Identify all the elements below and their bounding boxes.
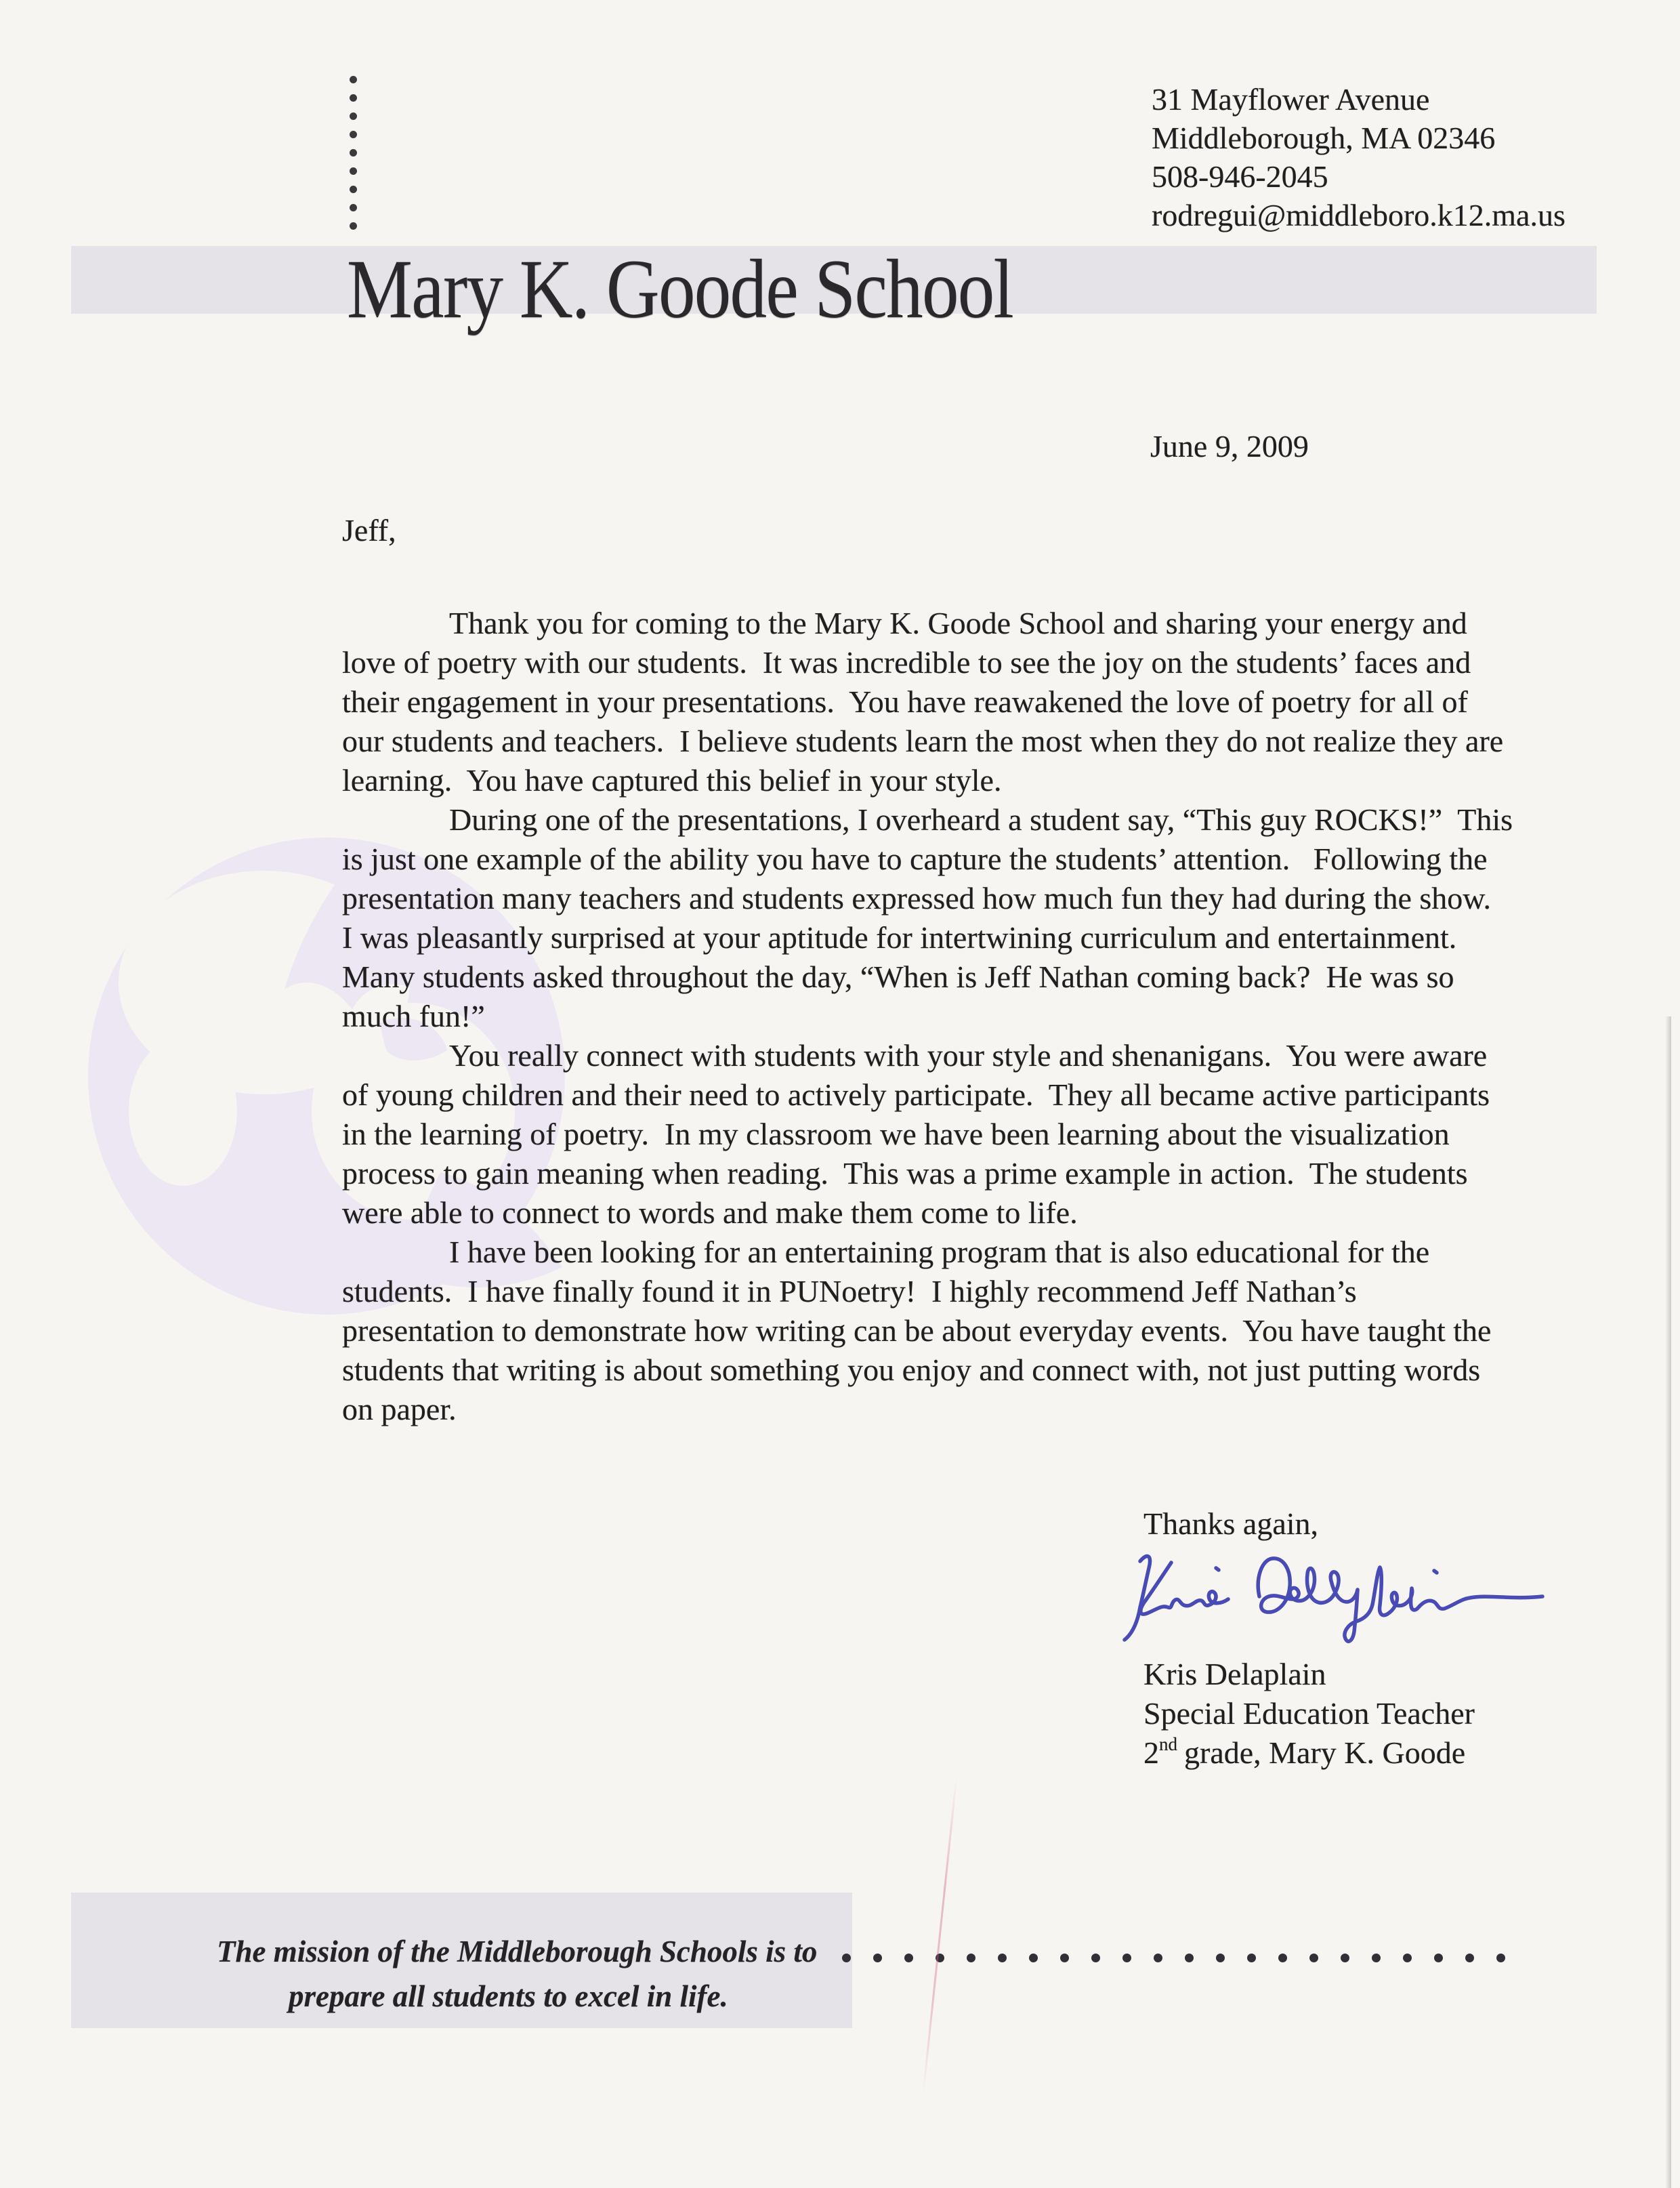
- text-line: in the learning of poetry. In my classroom we have been learning about the visualization: [342, 1117, 1450, 1151]
- text-line: were able to connect to words and make them come to life.: [342, 1195, 1078, 1230]
- letter-date: June 9, 2009: [1150, 429, 1309, 463]
- text-line: students. I have finally found it in PUNoetry! I highly recommend Jeff Nathan’s: [342, 1274, 1357, 1308]
- text-line: students that writing is about something you enjoy and connect with, not just putting words: [342, 1353, 1481, 1387]
- text-line: process to gain meaning when reading. This was a prime example in action. The students: [342, 1156, 1468, 1191]
- text-line: love of poetry with our students. It was incredible to see the joy on the students’ faces and: [342, 645, 1471, 680]
- dot: [1278, 1954, 1287, 1962]
- dot: [350, 149, 357, 157]
- dot: [350, 204, 357, 211]
- text-line: much fun!”: [342, 999, 485, 1033]
- text-line: on paper.: [342, 1392, 457, 1426]
- dot: [350, 222, 357, 230]
- dot: [1122, 1954, 1131, 1962]
- mission-statement-line1: The mission of the Middleborough Schools is to: [217, 1935, 818, 1968]
- text-line: their engagement in your presentations. You have reawakened the love of poetry for all of: [342, 684, 1468, 719]
- dot: [350, 186, 357, 193]
- grade-ordinal-superscript: nd: [1159, 1734, 1177, 1754]
- text-line: During one of the presentations, I overheard a student say, “This guy ROCKS!” This: [449, 802, 1513, 837]
- dot: [350, 131, 357, 138]
- text-line: Many students asked throughout the day, “When is Jeff Nathan coming back? He was so: [342, 959, 1454, 994]
- dot: [1465, 1954, 1474, 1962]
- text-line: is just one example of the ability you have to capture the students’ attention. Following the: [342, 842, 1488, 876]
- dot: [842, 1954, 851, 1962]
- letter-body: [342, 604, 1643, 1429]
- grade-number: 2: [1143, 1735, 1159, 1770]
- text-line: You really connect with students with your style and shenanigans. You were aware: [449, 1038, 1488, 1073]
- dot: [1341, 1954, 1349, 1962]
- paragraph-3: [342, 1036, 1643, 1233]
- text-line: 508-946-2045: [1152, 159, 1328, 194]
- signer-name: Kris Delaplain: [1143, 1657, 1326, 1691]
- dot: [1029, 1954, 1038, 1962]
- mission-statement-line2: prepare all students to excel in life.: [289, 1979, 728, 2013]
- dot: [350, 94, 357, 102]
- dot: [1185, 1954, 1194, 1962]
- closing-line: Thanks again,: [1143, 1506, 1319, 1541]
- school-contact-block: [1152, 80, 1566, 234]
- text-line: Thank you for coming to the Mary K. Goode School and sharing your energy and: [449, 606, 1467, 640]
- paragraph-2: [342, 800, 1643, 1036]
- dot: [1154, 1954, 1162, 1962]
- text-line: I was pleasantly surprised at your aptitude for intertwining curriculum and entertainment.: [342, 920, 1457, 955]
- dot: [1060, 1954, 1069, 1962]
- signer-block: [1143, 1655, 1475, 1773]
- text-line: learning. You have captured this belief in your style.: [342, 763, 1002, 798]
- paragraph-4: [342, 1233, 1643, 1429]
- decorative-dot-row: [842, 1954, 1505, 1962]
- dot: [1434, 1954, 1443, 1962]
- text-line: presentation many teachers and students expressed how much fun they had during the show.: [342, 881, 1492, 915]
- text-line: rodregui@middleboro.k12.ma.us: [1152, 198, 1566, 232]
- dot: [1372, 1954, 1381, 1962]
- dot: [1496, 1954, 1505, 1962]
- dot: [350, 112, 357, 120]
- dot: [350, 167, 357, 175]
- signer-title: Special Education Teacher: [1143, 1696, 1475, 1731]
- dot: [1091, 1954, 1100, 1962]
- dot: [1216, 1954, 1225, 1962]
- dot: [904, 1954, 913, 1962]
- dot: [1403, 1954, 1412, 1962]
- text-line: 31 Mayflower Avenue: [1152, 82, 1430, 117]
- dot: [1309, 1954, 1318, 1962]
- text-line: Middleborough, MA 02346: [1152, 121, 1496, 155]
- dot: [1247, 1954, 1256, 1962]
- dot: [998, 1954, 1007, 1962]
- page-edge-shadow: [1665, 1016, 1671, 2188]
- text-line: of young children and their need to actively participate. They all became active participants: [342, 1077, 1490, 1112]
- grade-rest: grade, Mary K. Goode: [1184, 1735, 1466, 1770]
- paragraph-1: [342, 604, 1643, 800]
- signer-grade: [1143, 1733, 1475, 1773]
- scan-scratch-artifact: [922, 1776, 957, 2093]
- text-line: our students and teachers. I believe students learn the most when they do not realize they are: [342, 724, 1504, 758]
- salutation: Jeff,: [342, 513, 396, 548]
- dot: [873, 1954, 882, 1962]
- decorative-dot-column: [350, 76, 357, 230]
- school-name: Mary K. Goode School: [347, 243, 1013, 335]
- text-line: I have been looking for an entertaining program that is also educational for the: [449, 1235, 1430, 1269]
- dot: [350, 76, 357, 83]
- dot: [967, 1954, 975, 1962]
- text-line: presentation to demonstrate how writing can be about everyday events. You have taught the: [342, 1313, 1492, 1348]
